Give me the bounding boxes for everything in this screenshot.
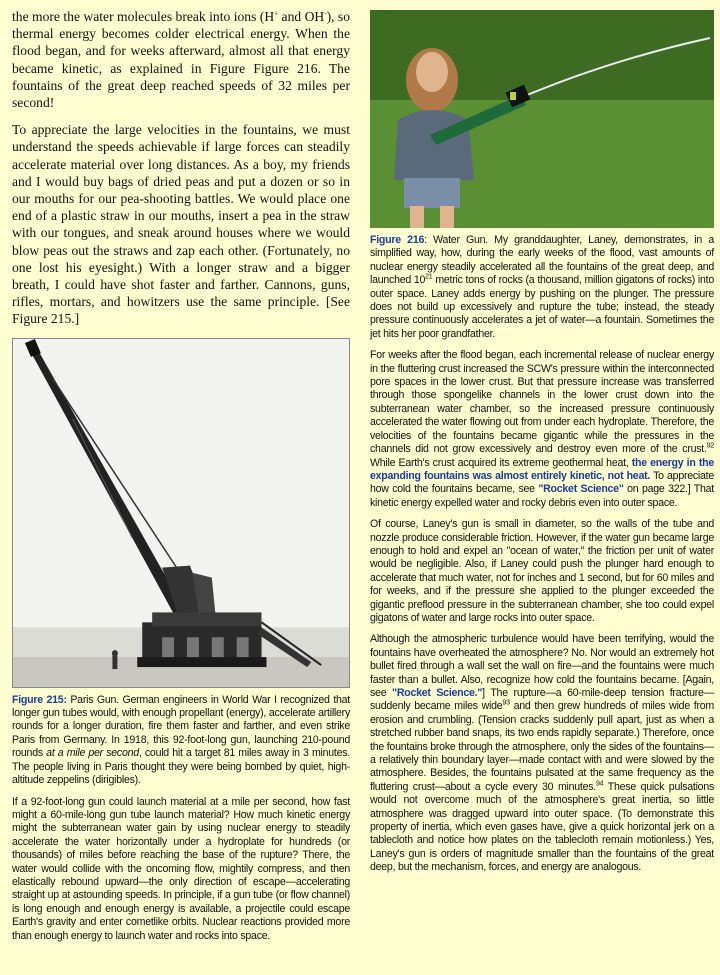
left-column xyxy=(12,8,350,951)
paragraph-laney-gun: Of course, Laney's gun is small in diameter, so the walls of the tube and nozzle produce considerable friction. However, if the water gun became large enough to hold and expel an "ocean of water," the friction per unit of water would be negligible. Also, if Laney could push the plunger hard enough to accelerate that much water, not for inches and 1 second, but for 60 miles and for weeks, and if the pressure she applied to the plunger exceeded the gigantic preflood pressure in the subterranean chamber, she too could expel gigatons of water and large rocks into outer space. xyxy=(370,518,714,624)
paragraph-gun-tube: If a 92-foot-long gun could launch material at a mile per second, how fast might a 60-mile-long gun tube launch material? How much kinetic energy might the subterranean water gain by using nuclear energy to steadily accelerate the water horizontally under a hydroplate for hundreds (or thousands) of miles before reaching the base of the rupture? There, the water would collide with the oncoming flow, mightily compress, and then elastically rebound upward—the only direction of escape—accelerating straight up at astounding speeds. In principle, if a gun tube (or flow channel) is long enough and enough energy is available, a projectile could escape Earth's gravity and enter cometlike orbits. Nuclear reactions provided more than enough energy to launch water and rocks into space. xyxy=(12,795,350,942)
paris-gun-photo xyxy=(12,338,350,688)
right-column xyxy=(370,10,714,883)
paragraph-pea-shooter: To appreciate the large velocities in the fountains, we must understand the speeds achievable if large forces can steadily accelerate material over long distances. As a boy, my friends and I would buy bags of dried peas and put a dozen or so in our mouths for our pea-shooting battles. We would place one end of a plastic straw in our mouths, insert a pea in the straw with our tongues, and sneak around houses where we would blow peas out the straws and zap each other. (Fortunately, no one lost his eyesight.) With a longer straw and a bigger breath, I could have shot faster and farther. Cannons, guns, rifles, mortars, and howitzers use the same principle. [See Figure 215.] xyxy=(12,122,350,327)
paragraph-atmosphere: Although the atmospheric turbulence would have been terrifying, would the fountains have overheated the atmosphere? No. Nor would an extremely hot bullet fired through a wall set the wall on fire—and the fountains were much faster than a bullet. Also, recognize how cold the fountains became. [Again, see "Rocket Science."] The rupture—a 60-mile-deep tension fracture—suddenly became miles wide$^{93}$ and then grew hundreds of miles wide from erosion and crumbling. (Tension cracks suddenly pull apart, just as when a stretched rubber band snaps, its two ends rapidly separate.) Therefore, once the fountains broke through the atmosphere, only the sides of the fountains—a relatively thin boundary layer—made contact with and were slowed by the atmosphere. Besides, the fountains pulsated at the same frequency as the fluttering crust—about a cycle every 30 minutes.$^{94}$ These quick pulsations would not overcome much of the atmosphere's great inertia, so little atmosphere was dragged upward into outer space. (To demonstrate this property of inertia, which even gases have, give a quick horizontal jerk on a tablecloth and notice how plates on the tablecloth remain motionless.) Yes, Laney's gun is orders of magnitude smaller than the fountains of the great deep, but the mechanism, forces, and energy are analogous. xyxy=(370,633,715,874)
water-gun-photo xyxy=(370,10,714,228)
figure-216-caption: Figure 216: Water Gun. My granddaughter, Laney, demonstrates, in a simplified way, how, during the early weeks of the flood, vast amounts of nuclear energy steadily accelerated all the fountains of the great deep, and launched $10^{21}$ metric tons of rocks (a thousand, million gigatons of rocks) into outer space. Laney adds energy by pushing on the plunger. The pressure does not build up excessively and rupture the tube; instead, the steady pressure continuously accelerates a jet of water—a fountain. Sometimes the jet hits her poor grandfather. xyxy=(370,234,714,340)
figure-215-caption: Figure 215: Paris Gun. German engineers in World War I recognized that longer gun tubes would, with enough propellant (energy), accelerate artillery rounds for a longer duration, fire them faster and farther, and even strike Paris from Germany. In 1918, this 92-foot-long gun, launching 210-pound rounds at a mile per second, could hit a target 81 miles away in 3 minutes. The people living in Paris thought they were being bombed by quiet, high-altitude zeppelins (dirigibles). xyxy=(12,693,350,787)
paragraph-pressure: For weeks after the flood began, each incremental release of nuclear energy in the fluttering crust increased the SCW's pressure within the interconnected pore spaces in the lower crust. But that pressure increase was transferred through those spongelike channels in the lower crust down into the subterranean water chamber, so the increased pressure continuously accelerated the water flowing out from under each hydroplate. Therefore, the velocities of the fountains became gigantic while the pressures in the channels did not grow excessively and destroy even more of the crust.$^{92}$ While Earth's crust acquired its extreme geothermal heat, the energy in the expanding fountains was almost entirely kinetic, not heat. To appreciate how cold the fountains became, see "Rocket Science" on page 322.] That kinetic energy expelled water and rocky debris even into outer space. xyxy=(370,349,715,509)
paragraph-intro: the more the water molecules break into ions (H+ and OH-), so thermal energy becomes colder electrical energy. When the flood began, and for weeks afterward, almost all that energy became kinetic, as explained in Figure Figure 216. The fountains of the great deep reached speeds of 32 miles per second! xyxy=(12,9,350,111)
right-body-text xyxy=(370,349,714,874)
